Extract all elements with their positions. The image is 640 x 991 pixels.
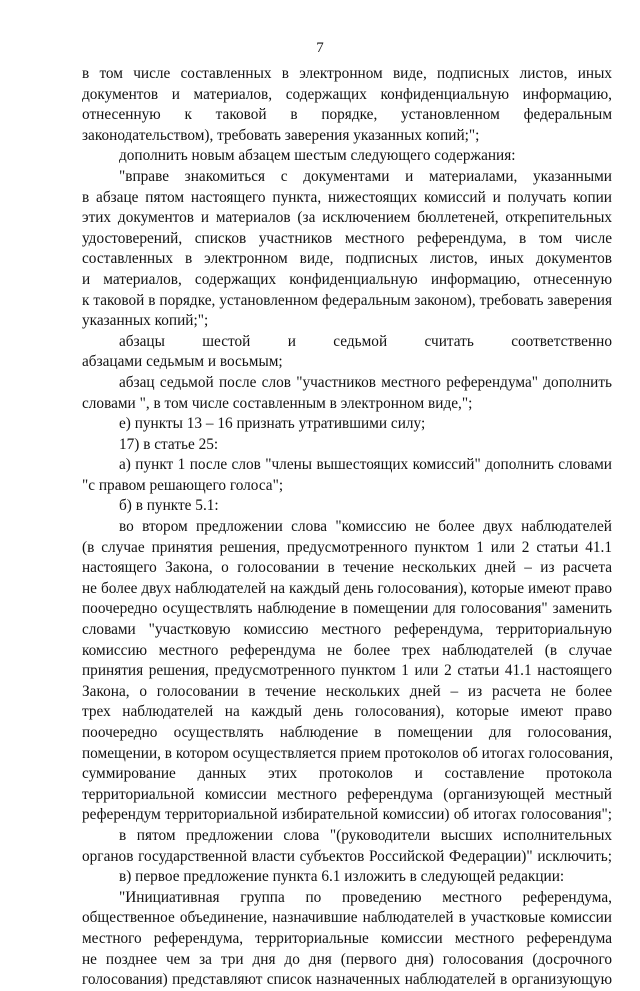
text-line: а) пункт 1 после слов "члены вышестоящих комиссий" дополнить словами bbox=[119, 456, 612, 474]
text-line: в том числе составленных в электронном виде, подписных листов, иных bbox=[82, 65, 612, 82]
text-line: трех наблюдателей на каждый день голосования), которые имеют право bbox=[82, 703, 612, 721]
text-line: "вправе знакомиться с документами и материалами, указанными bbox=[119, 167, 612, 185]
text-line: органов государственной власти субъектов Российской Федерации)" исключить; bbox=[82, 847, 612, 865]
text-line: референдум территориальной избирательной комиссии) об итогах голосования"; bbox=[82, 806, 612, 824]
text-line: абзацами седьмым и восьмым; bbox=[82, 353, 283, 371]
text-line: законодательством), требовать заверения указанных копий;"; bbox=[82, 126, 480, 144]
text-line: дополнить новым абзацем шестым следующего содержания: bbox=[119, 147, 516, 165]
text-line: словами ", в том числе составленным в электронном виде,"; bbox=[82, 394, 473, 412]
text-line: отнесенную к таковой в порядке, установленном федеральным bbox=[82, 106, 612, 124]
text-line: общественное объединение, назначившие наблюдателей в участковые комиссии bbox=[82, 909, 612, 927]
text-line: этих документов и материалов (за исключением бюллетеней, открепительных bbox=[82, 209, 612, 227]
text-line: в) первое предложение пункта 6.1 изложить в следующей редакции: bbox=[119, 868, 565, 886]
text-line: помещении, в котором осуществляется прием протоколов об итогах голосования, bbox=[82, 744, 614, 762]
text-line: в пятом предложении слова "(руководители высших исполнительных bbox=[119, 826, 612, 844]
text-line: и материалов, содержащих конфиденциальную информацию, отнесенную bbox=[82, 270, 612, 288]
text-line: в абзаце пятом настоящего пункта, нижестоящих комиссий и получать копии bbox=[82, 188, 612, 206]
page-number: 7 bbox=[316, 40, 324, 56]
text-line: не позднее чем за три дня до дня (первого дня) голосования (досрочного bbox=[82, 950, 612, 968]
text-line: удостоверений, списков участников местного референдума, в том числе bbox=[82, 229, 612, 247]
text-line: голосования) представляют список назначенных наблюдателей в организующую bbox=[82, 971, 612, 989]
text-line: абзац седьмой после слов "участников местного референдума" дополнить bbox=[119, 373, 612, 391]
text-line: составленных в электронном виде, подписных листов, иных документов bbox=[82, 250, 612, 268]
text-line: настоящего Закона, о голосовании в течение нескольких дней – из расчета bbox=[82, 559, 612, 577]
text-line: "с правом решающего голоса"; bbox=[82, 476, 284, 494]
text-line: территориальной комиссии местного референдума (организующей местный bbox=[82, 785, 612, 803]
text-line: "Инициативная группа по проведению местного референдума, bbox=[119, 888, 612, 906]
text-line: 17) в статье 25: bbox=[119, 435, 219, 453]
text-line: абзацы шестой и седьмой считать соответственно bbox=[119, 332, 612, 350]
text-line: поочередно осуществлять наблюдение в помещении для голосования" заменить bbox=[82, 600, 612, 618]
text-line: к таковой в порядке, установленном федеральным законом), требовать заверения bbox=[82, 291, 612, 309]
text-line: документов и материалов, содержащих конфиденциальную информацию, bbox=[82, 85, 612, 103]
text-line: во втором предложении слова "комиссию не более двух наблюдателей bbox=[119, 518, 612, 536]
text-line: не более двух наблюдателей на каждый день голосования), которые имеют право bbox=[82, 579, 612, 597]
document-text bbox=[82, 64, 612, 991]
text-line: (в случае принятия решения, предусмотренного пунктом 1 или 2 статьи 41.1 bbox=[82, 538, 612, 556]
text-line: указанных копий;"; bbox=[82, 312, 209, 330]
text-line: комиссию местного референдума не более трех наблюдателей (в случае bbox=[82, 641, 612, 659]
text-line: поочередно осуществлять наблюдение в помещении для голосования, bbox=[82, 724, 612, 741]
text-line: местного референдума, территориальные комиссии местного референдума bbox=[82, 929, 612, 947]
text-line: б) в пункте 5.1: bbox=[119, 497, 219, 515]
text-line: словами "участковую комиссию местного референдума, территориальную bbox=[82, 621, 612, 639]
text-line: суммирование данных этих протоколов и составление протокола bbox=[82, 765, 612, 783]
text-line: принятия решения, предусмотренного пунктом 1 или 2 статьи 41.1 настоящего bbox=[82, 662, 612, 680]
text-line: е) пункты 13 – 16 признать утратившими силу; bbox=[119, 415, 426, 433]
text-line: Закона, о голосовании в течение нескольких дней – из расчета не более bbox=[82, 682, 612, 700]
